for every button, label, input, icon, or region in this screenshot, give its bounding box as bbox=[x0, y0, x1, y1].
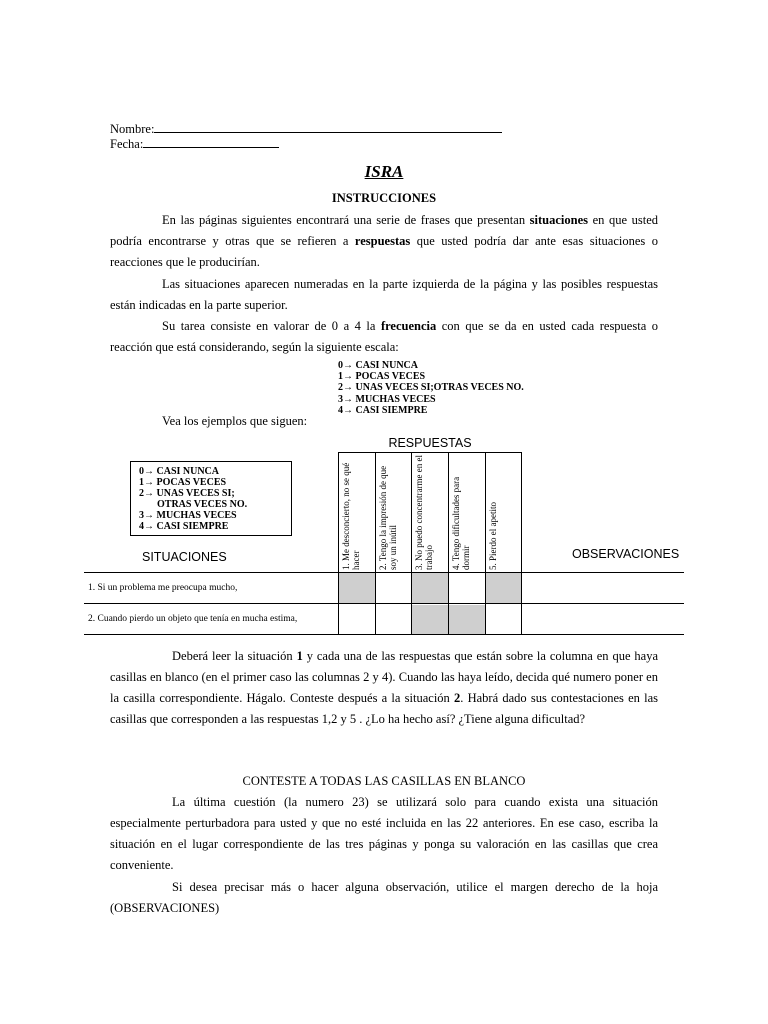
blocked-cell bbox=[449, 605, 485, 634]
paragraph-5: La última cuestión (la numero 23) se utilizará solo para cuando exista una situación especialmente perturbadora para usted y que no esté incluida en las 22 anteriores. En ese caso, escriba la situación en el lugar correspondiente de las tres páginas y ponga su valoración en las casillas que crea conveniente. bbox=[110, 795, 658, 872]
scale-legend-box: 0→ CASI NUNCA 1→ POCAS VECES 2→ UNAS VECES SI; OTRAS VECES NO. 3→ MUCHAS VECES 4→ CASI SIEMPRE bbox=[130, 461, 292, 536]
response-label-4: 4. Tengo dificultades para dormir bbox=[451, 476, 471, 570]
blocked-cell bbox=[486, 573, 521, 603]
paragraph-3: Su tarea consiste en valorar de 0 a 4 la frecuencia con que se da en usted cada respuesta o reacción que está considerando, según la siguiente escala: bbox=[110, 319, 658, 354]
table-row-label: 1. Si un problema me preocupa mucho, bbox=[88, 583, 238, 593]
observations-header: OBSERVACIONES bbox=[572, 547, 680, 561]
paragraph-4: Deberá leer la situación 1 y cada una de las respuestas que están sobre la columna en que haya casillas en blanco (en el primer caso las columnas 2 y 4). Cuando las haya leído, decida qué numero poner en la casilla correspondiente. Hágalo. Conteste después a la situación 2. Habrá dado sus contestaciones en las casillas que corresponden a las respuestas 1,2 y 5 . ¿Lo ha hecho así? ¿Tiene alguna dificultad? bbox=[110, 649, 659, 726]
response-label-3: 3. No puedo concentrarme en el trabajo bbox=[414, 455, 434, 570]
blocked-cell bbox=[412, 605, 448, 634]
scale-item: 0→ CASI NUNCA bbox=[338, 360, 419, 371]
paragraph-2: Las situaciones aparecen numeradas en la parte izquierda de la página y las posibles respuestas están indicadas en la parte superior. bbox=[110, 277, 658, 312]
examples-intro: Vea los ejemplos que siguen: bbox=[162, 414, 308, 428]
scale-item: 2→ UNAS VECES SI;OTRAS VECES NO. bbox=[338, 382, 524, 394]
responses-header: RESPUESTAS bbox=[388, 436, 472, 450]
answer-cell[interactable] bbox=[339, 605, 375, 634]
name-field[interactable] bbox=[110, 121, 502, 137]
frequency-scale bbox=[338, 360, 524, 416]
situations-header: SITUACIONES bbox=[142, 550, 227, 564]
paragraph-1: En las páginas siguientes encontrará una serie de frases que presentan situaciones en que usted podría encontrarse y otras que se refieren a respuestas que usted podría dar ante esas situaciones o reacciones que le producirían. bbox=[110, 213, 659, 269]
date-line[interactable] bbox=[143, 136, 279, 148]
answer-cell[interactable] bbox=[376, 605, 411, 634]
document-title: ISRA bbox=[364, 162, 404, 181]
date-label: Fecha: bbox=[110, 137, 144, 151]
scale-item: 3→ MUCHAS VECES bbox=[338, 393, 436, 405]
name-line[interactable] bbox=[154, 121, 502, 133]
table-row-label: 2. Cuando pierdo un objeto que tenía en mucha estima, bbox=[88, 614, 298, 624]
answer-all-heading: CONTESTE A TODAS LAS CASILLAS EN BLANCO bbox=[242, 774, 526, 788]
answer-cell[interactable] bbox=[376, 573, 411, 603]
date-field[interactable] bbox=[110, 136, 279, 152]
answer-cell[interactable] bbox=[449, 573, 485, 603]
name-label: Nombre: bbox=[110, 122, 155, 136]
response-label-5: 5. Pierdo el apetito bbox=[488, 502, 498, 570]
scale-item: 1→ POCAS VECES bbox=[338, 371, 426, 383]
paragraph-6: Si desea precisar más o hacer alguna observación, utilice el margen derecho de la hoja (OBSERVACIONES) bbox=[110, 880, 658, 915]
response-label-2: 2. Tengo la impresión de que soy un inútil bbox=[378, 465, 398, 570]
instructions-heading: INSTRUCCIONES bbox=[331, 191, 437, 205]
scale-item: 4→ CASI SIEMPRE bbox=[338, 404, 428, 416]
blocked-cell bbox=[339, 573, 375, 603]
blocked-cell bbox=[412, 573, 448, 603]
response-label-1: 1. Me desconcierto, no se qué hacer bbox=[341, 462, 361, 570]
answer-cell[interactable] bbox=[486, 605, 521, 634]
